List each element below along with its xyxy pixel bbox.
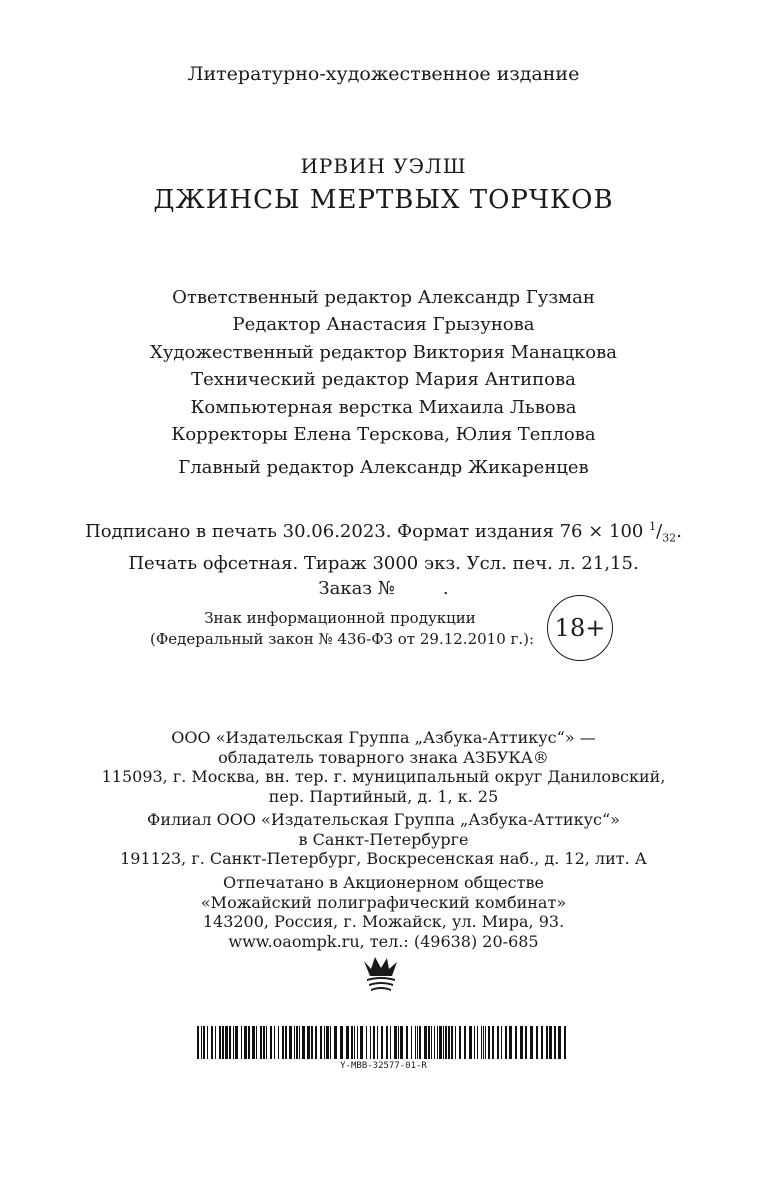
credit-line: Художественный редактор Виктория Манацкова bbox=[150, 341, 617, 363]
credit-line: Редактор Анастасия Грызунова bbox=[232, 314, 535, 336]
order-label: Заказ № bbox=[318, 577, 395, 599]
printer-line: Отпечатано в Акционерном обществе bbox=[223, 873, 544, 892]
branch-line: 191123, г. Санкт-Петербург, Воскресенская наб., д. 12, лит. А bbox=[120, 849, 647, 868]
publisher-logo-icon bbox=[361, 955, 401, 993]
credit-line: Корректоры Елена Терскова, Юлия Теплова bbox=[171, 424, 596, 446]
author-name: ИРВИН УЭЛШ bbox=[300, 154, 467, 178]
printer-line: www.oaompk.ru, тел.: (49638) 20-685 bbox=[228, 931, 539, 951]
publisher-line: ООО «Издательская Группа „Азбука-Аттикус“» — bbox=[171, 728, 596, 747]
age-rating-badge bbox=[547, 595, 613, 661]
signed-text: Подписано в печать 30.06.2023. Формат издания 76 × 100 bbox=[85, 521, 644, 542]
edition-type: Литературно-художественное издание bbox=[187, 63, 580, 85]
printer-info bbox=[0, 873, 767, 951]
barcode-number: Y-MBB-32577-01-R bbox=[340, 1061, 427, 1071]
barcode-icon bbox=[197, 1026, 570, 1059]
offset-line: Печать офсетная. Тираж 3000 экз. Усл. печ. л. 21,15. bbox=[128, 552, 639, 574]
info-sign-text bbox=[150, 608, 535, 650]
book-title: ДЖИНСЫ МЕРТВЫХ ТОРЧКОВ bbox=[153, 185, 614, 215]
format-numerator: 1 bbox=[649, 520, 657, 533]
printer-line: «Можайский полиграфический комбинат» bbox=[200, 892, 567, 912]
order-line bbox=[0, 576, 767, 601]
branch-line: Филиал ООО «Издательская Группа „Азбука-Аттикус“» bbox=[147, 810, 620, 829]
publisher-line: обладатель товарного знака АЗБУКА® bbox=[218, 747, 549, 767]
printer-line: 143200, Россия, г. Можайск, ул. Мира, 93. bbox=[202, 912, 565, 931]
branch-info bbox=[0, 810, 767, 869]
chief-editor: Главный редактор Александр Жикаренцев bbox=[178, 457, 589, 478]
publisher-line: пер. Партийный, д. 1, к. 25 bbox=[268, 786, 499, 806]
signed-end: . bbox=[676, 521, 682, 542]
publisher-info bbox=[0, 728, 767, 806]
print-info bbox=[0, 514, 767, 601]
publisher-line: 115093, г. Москва, вн. тер. г. муниципальный округ Даниловский, bbox=[101, 767, 666, 786]
order-end: . bbox=[442, 577, 449, 599]
info-sign-line2: (Федеральный закон № 436-ФЗ от 29.12.2010 г.): bbox=[150, 630, 535, 648]
credit-line: Компьютерная верстка Михаила Львова bbox=[190, 396, 577, 418]
age-rating: 18+ bbox=[554, 614, 606, 642]
credit-line: Технический редактор Мария Антипова bbox=[191, 369, 576, 391]
format-denominator: 32 bbox=[662, 531, 677, 545]
info-sign-line1: Знак информационной продукции bbox=[204, 609, 476, 627]
branch-line: в Санкт-Петербурге bbox=[298, 829, 469, 849]
credits-list bbox=[0, 284, 767, 448]
signed-line: Подписано в печать 30.06.2023. Формат издания 76 × 100 $^1/_{32}$. bbox=[85, 520, 682, 545]
credit-line: Ответственный редактор Александр Гузман bbox=[172, 287, 595, 308]
